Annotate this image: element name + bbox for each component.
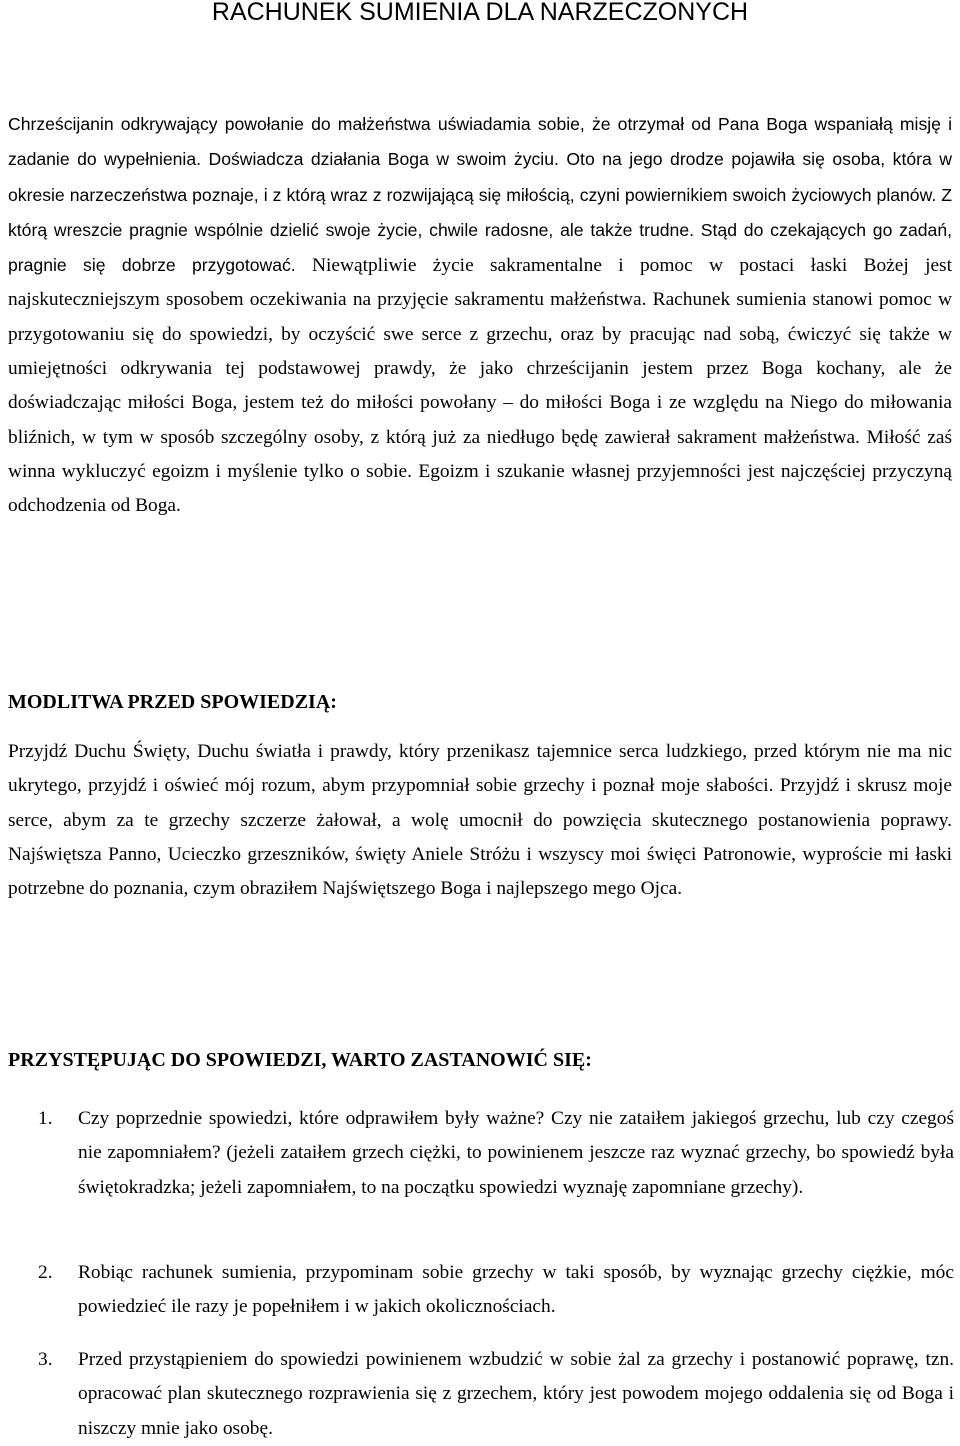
list-heading: PRZYSTĘPUJĄC DO SPOWIEDZI, WARTO ZASTANOWIĆ SIĘ: (8, 1049, 592, 1071)
list-item-number: 1. (38, 1108, 53, 1129)
prayer-paragraph: Przyjdź Duchu Święty, Duchu światła i prawdy, który przenikasz tajemnice serca ludzkiego, przed którym nie ma nic ukrytego, przyjdź i oświeć mój rozum, abym przypomniał sobie grzechy i poznał moje słabości. Przyjdź i skrusz moje serce, abym za te grzechy szczerze żałował, a wolę umocnił do powzięcia skutecznego postanowienia poprawy. Najświętsza Panno, Ucieczko grzeszników, święty Aniele Stróżu i wszyscy moi święci Patronowie, wyproście mi łaski potrzebne do poznania, czym obraziłem Najświętszego Boga i najlepszego mego Ojca. (8, 741, 952, 900)
list-item (38, 1343, 954, 1446)
list-item-text: Przed przystąpieniem do spowiedzi powinienem wzbudzić w sobie żal za grzechy i postanowić poprawę, tzn. opracować plan skutecznego rozprawienia się z grzechem, który jest powodem mojego oddalenia się od Boga i niszczy mnie jako osobę. (78, 1349, 954, 1439)
intro-paragraph (8, 107, 952, 524)
page-title: RACHUNEK SUMIENIA DLA NARZECZONYCH (211, 0, 749, 26)
list-item (38, 1102, 954, 1205)
intro-text-serif: Niewątpliwie życie sakramentalne i pomoc w postaci łaski Bożej jest najskuteczniejszym sposobem oczekiwania na przyjęcie sakramentu małżeństwa. Rachunek sumienia stanowi pomoc w przygotowaniu się do spowiedzi, by oczyścić swe serce z grzechu, oraz by pracując nad sobą, ćwiczyć się także w umiejętności odkrywania tej podstawowej prawdy, że jako chrześcijanin jestem przez Boga kochany, ale że doświadczając miłości Boga, jestem też do miłości powołany – do miłości Boga i ze względu na Niego do miłowania bliźnich, w tym w sposób szczególny osoby, z którą już za niedługo będę zawierał sakrament małżeństwa. Miłość zaś winna wykluczyć egoizm i myślenie tylko o sobie. Egoizm i szukanie własnej przyjemności jest najczęściej przyczyną odchodzenia od Boga. (8, 255, 952, 517)
prayer-heading: MODLITWA PRZED SPOWIEDZIĄ: (8, 691, 337, 713)
intro-text-sans: Chrześcijanin odkrywający powołanie do małżeństwa uświadamia sobie, że otrzymał od Pana Boga wspaniałą misję i zadanie do wypełnienia. Doświadcza działania Boga w swoim życiu. Oto na jego drodze pojawiła się osoba, która w okresie narzeczeństwa poznaje, i z którą wraz z rozwijającą się miłością, czyni powiernikiem swoich życiowych planów. Z którą wreszcie pragnie wspólnie dzielić swoje życie, chwile radosne, ale także trudne. Stąd do czekających go zadań, pragnie się dobrze przygotować. (8, 114, 952, 276)
list-item (38, 1256, 954, 1325)
list-item-text: Robiąc rachunek sumienia, przypominam sobie grzechy w taki sposób, by wyznając grzechy ciężkie, móc powiedzieć ile razy je popełniłem i w jakich okolicznościach. (78, 1262, 954, 1318)
list-item-number: 2. (38, 1262, 53, 1283)
list-item-text: Czy poprzednie spowiedzi, które odprawiłem były ważne? Czy nie zataiłem jakiegoś grzechu, lub czy czegoś nie zapomniałem? (jeżeli zataiłem grzech ciężki, to powinienem jeszcze raz wyznać grzechy, bo spowiedź była świętokradzka; jeżeli zapomniałem, to na początku spowiedzi wyznaję zapomniane grzechy). (78, 1108, 954, 1198)
list-item-number: 3. (38, 1349, 53, 1370)
